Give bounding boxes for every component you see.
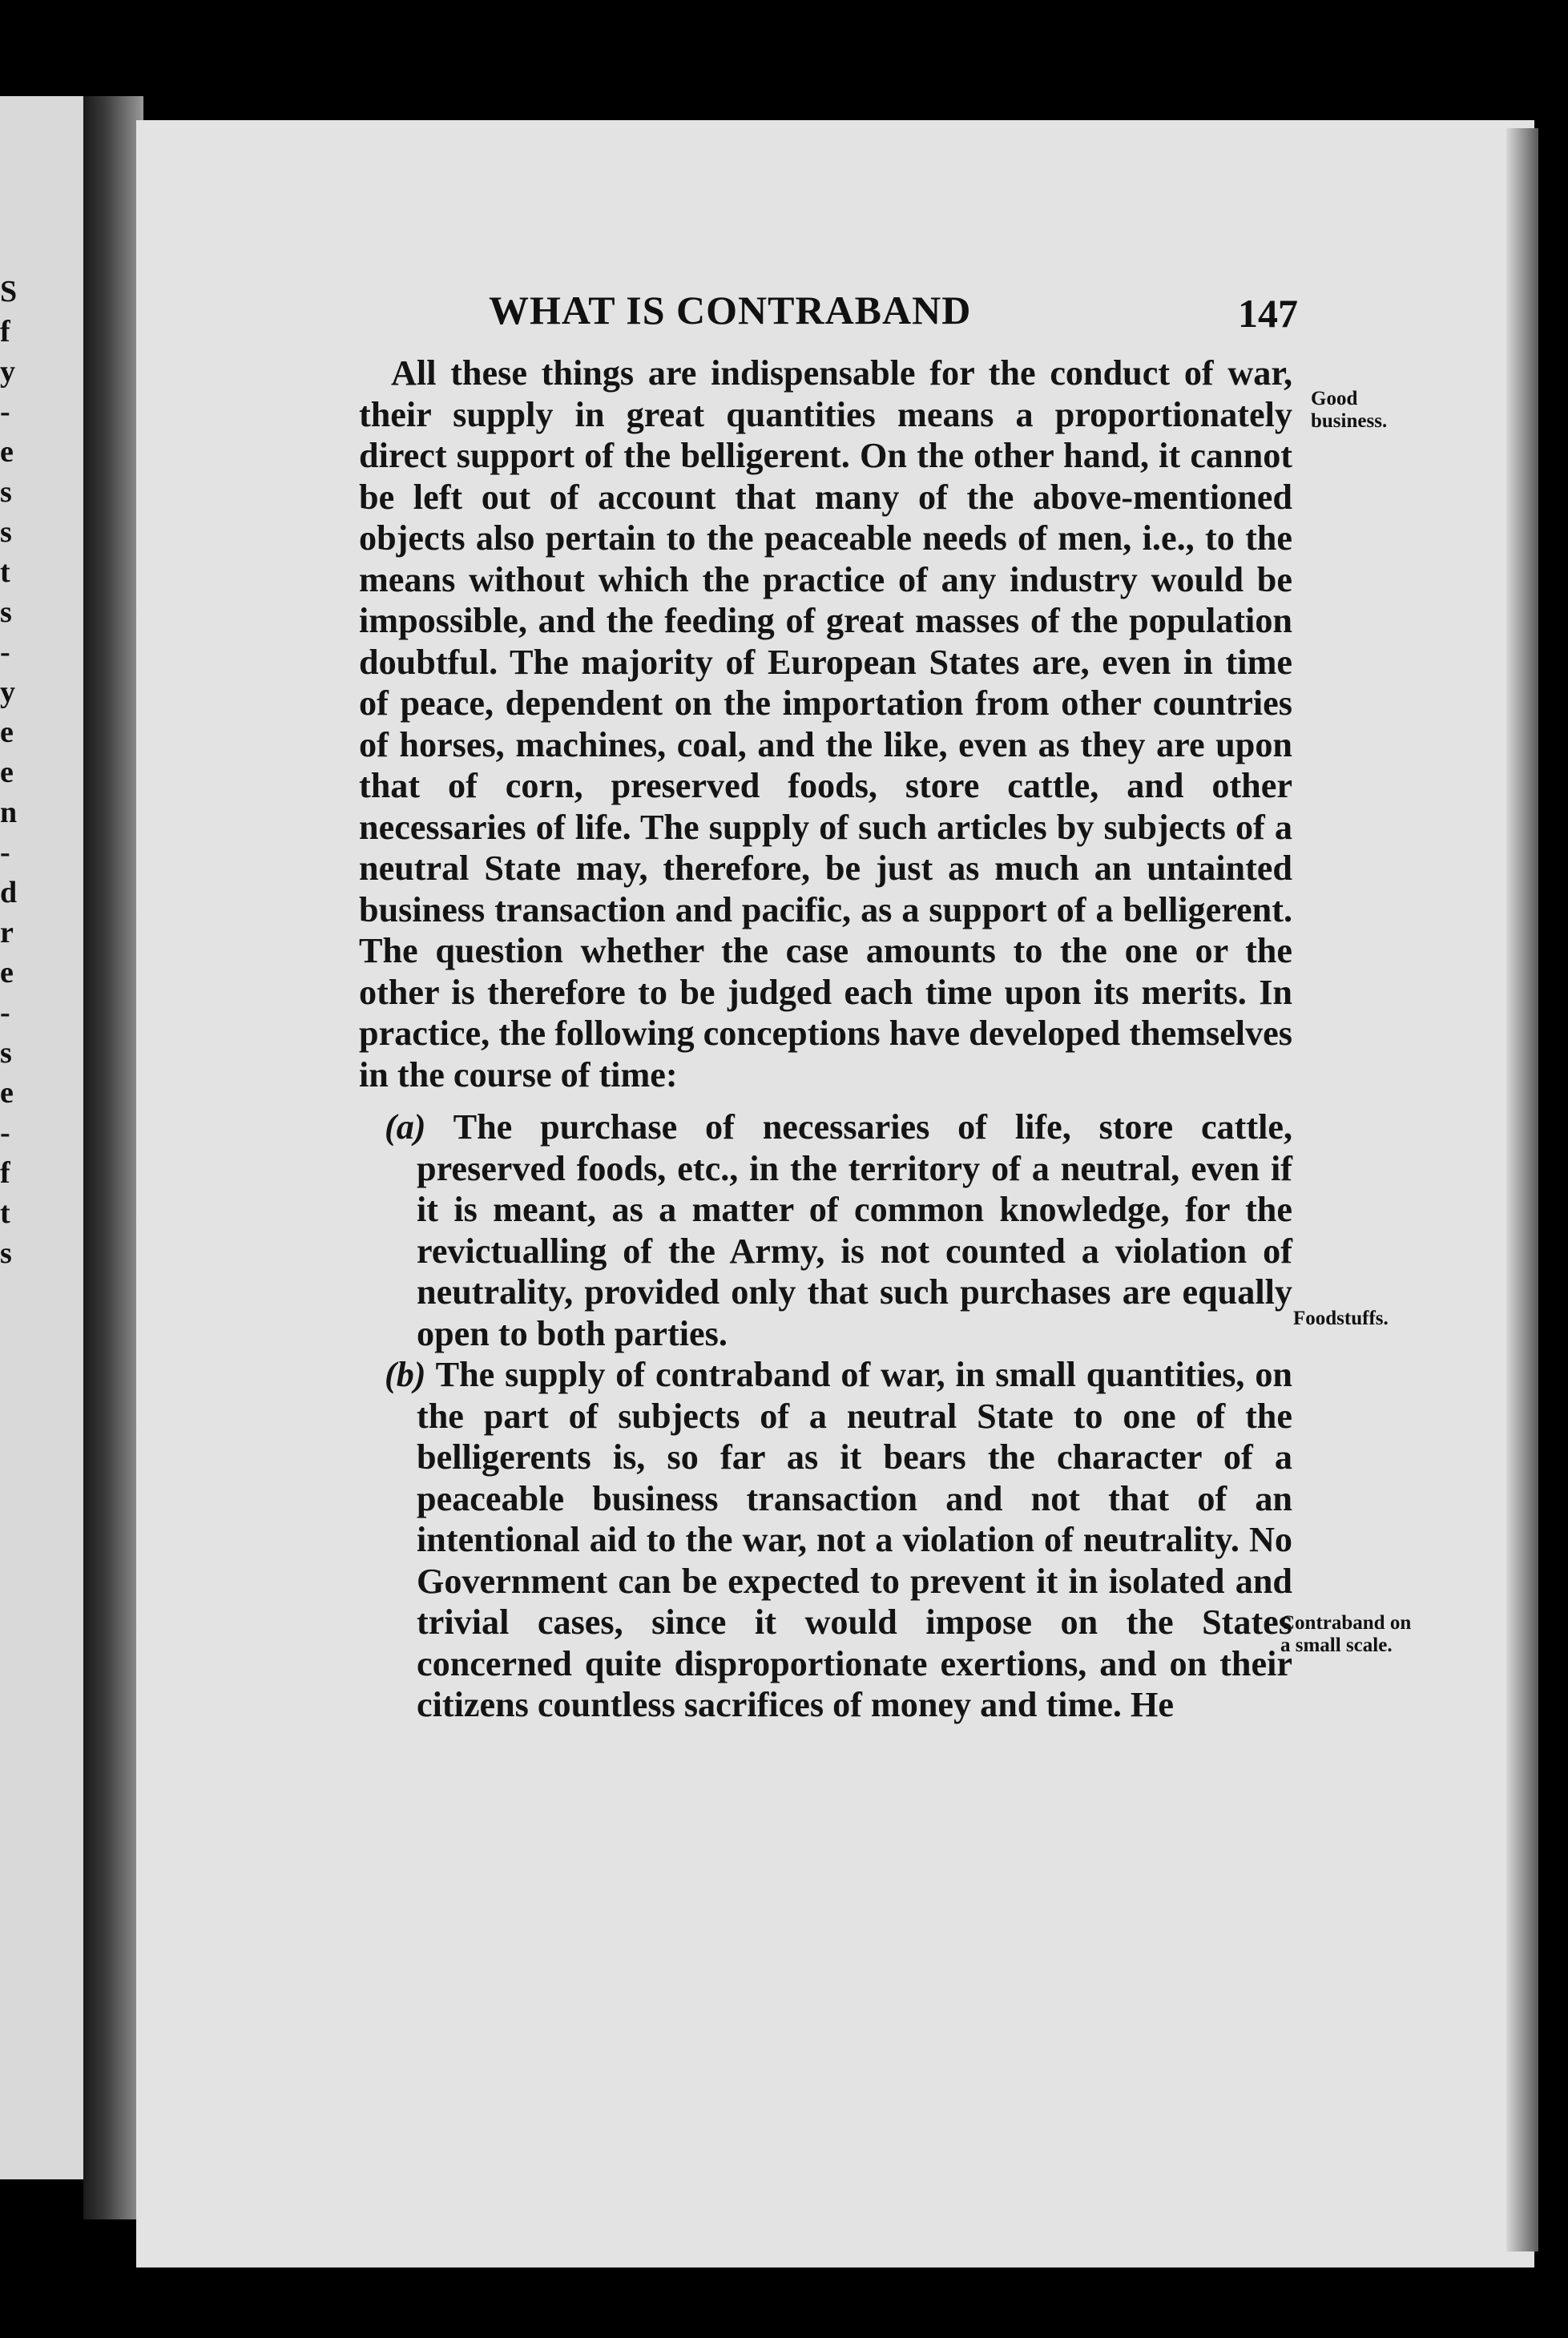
list-item-a	[375, 1107, 1292, 1354]
facing-page-fragment: t	[0, 555, 10, 589]
facing-page-fragment: s	[0, 515, 12, 549]
margin-note-good-business: Good business.	[1311, 388, 1388, 432]
body-text	[359, 353, 1292, 2091]
facing-page-fragment: -	[0, 635, 10, 669]
facing-page-fragment: -	[0, 836, 10, 869]
facing-page-fragment: y	[0, 355, 15, 389]
running-title: WHAT IS CONTRABAND	[489, 288, 972, 333]
body-paragraph: All these things are indispensable for the conduct of war, their supply in great quantities means a proportionately direct support of the belligerent. On the other hand, it cannot be left out of account that many of the above-mentioned objects also pertain to the peaceable needs of men, i.e., to the means without which the practice of any industry would be impossible, and the feeding of great masses of the population doubtful. The majority of European States are, even in time of peace, dependent on the importation from other countries of horses, machines, coal, and the like, even as they are upon that of corn, preserved foods, store cattle, and other necessaries of life. The supply of such articles by subjects of a neutral State may, therefore, be just as much an untainted business transaction and pacific, as a support of a belligerent. The question whether the case amounts to the one or the other is therefore to be judged each time upon its merits. In practice, the following conceptions have developed themselves in the course of time:	[359, 353, 1292, 1094]
page-header	[489, 287, 1298, 343]
facing-page-fragment: s	[0, 1236, 12, 1270]
facing-page-fragment: e	[0, 956, 14, 990]
facing-page-fragment: d	[0, 876, 18, 909]
facing-page-fragment: -	[0, 1116, 10, 1150]
facing-page	[0, 96, 88, 2179]
facing-page-fragment: -	[0, 996, 10, 1030]
facing-page-fragment: e	[0, 435, 14, 469]
facing-page-fragment: e	[0, 1076, 14, 1110]
facing-page-fragment: e	[0, 756, 14, 789]
facing-page-fragment: f	[0, 1156, 10, 1190]
facing-page-fragment: s	[0, 595, 12, 629]
facing-page-fragment: S	[0, 275, 18, 308]
facing-page-fragment: y	[0, 675, 15, 709]
facing-page-fragment: s	[0, 1036, 12, 1070]
list-marker-a: (a)	[385, 1107, 426, 1147]
facing-page-fragment: t	[0, 1196, 10, 1230]
facing-page-fragment: s	[0, 475, 12, 509]
margin-note-contraband-small: Contraband on a small scale.	[1280, 1612, 1412, 1656]
facing-page-fragment: n	[0, 796, 18, 829]
facing-page-fragment: e	[0, 716, 14, 749]
list-text-b: The supply of contraband of war, in small quantities, on the part of subjects of a neutral State to one of the belligerents is, so far as it bears the character of a peaceable business transaction and not that of an intentional aid to the war, not a violation of neutrality. No Government can be expected to prevent it in isolated and trivial cases, since it would impose on the States concerned quite disproportionate exertions, and on their citizens countless sacrifices of money and time. He	[417, 1355, 1292, 1724]
page-edge-shadow	[1506, 128, 1538, 2251]
book-gutter	[83, 96, 143, 2219]
list-item-b	[375, 1354, 1292, 1726]
facing-page-fragment: -	[0, 395, 10, 429]
facing-page-fragment: r	[0, 916, 14, 949]
page-number: 147	[1238, 291, 1298, 336]
margin-note-foodstuffs: Foodstuffs.	[1293, 1308, 1389, 1329]
list-text-a: The purchase of necessaries of life, store cattle, preserved foods, etc., in the territory of a neutral, even if it is meant, as a matter of common knowledge, for the revictualling of the Army, is not counted a violation of neutrality, provided only that such purchases are equally open to both parties.	[417, 1107, 1293, 1353]
facing-page-fragment: f	[0, 315, 10, 349]
facing-page-text-edge	[0, 96, 88, 2179]
list-marker-b: (b)	[385, 1355, 426, 1394]
